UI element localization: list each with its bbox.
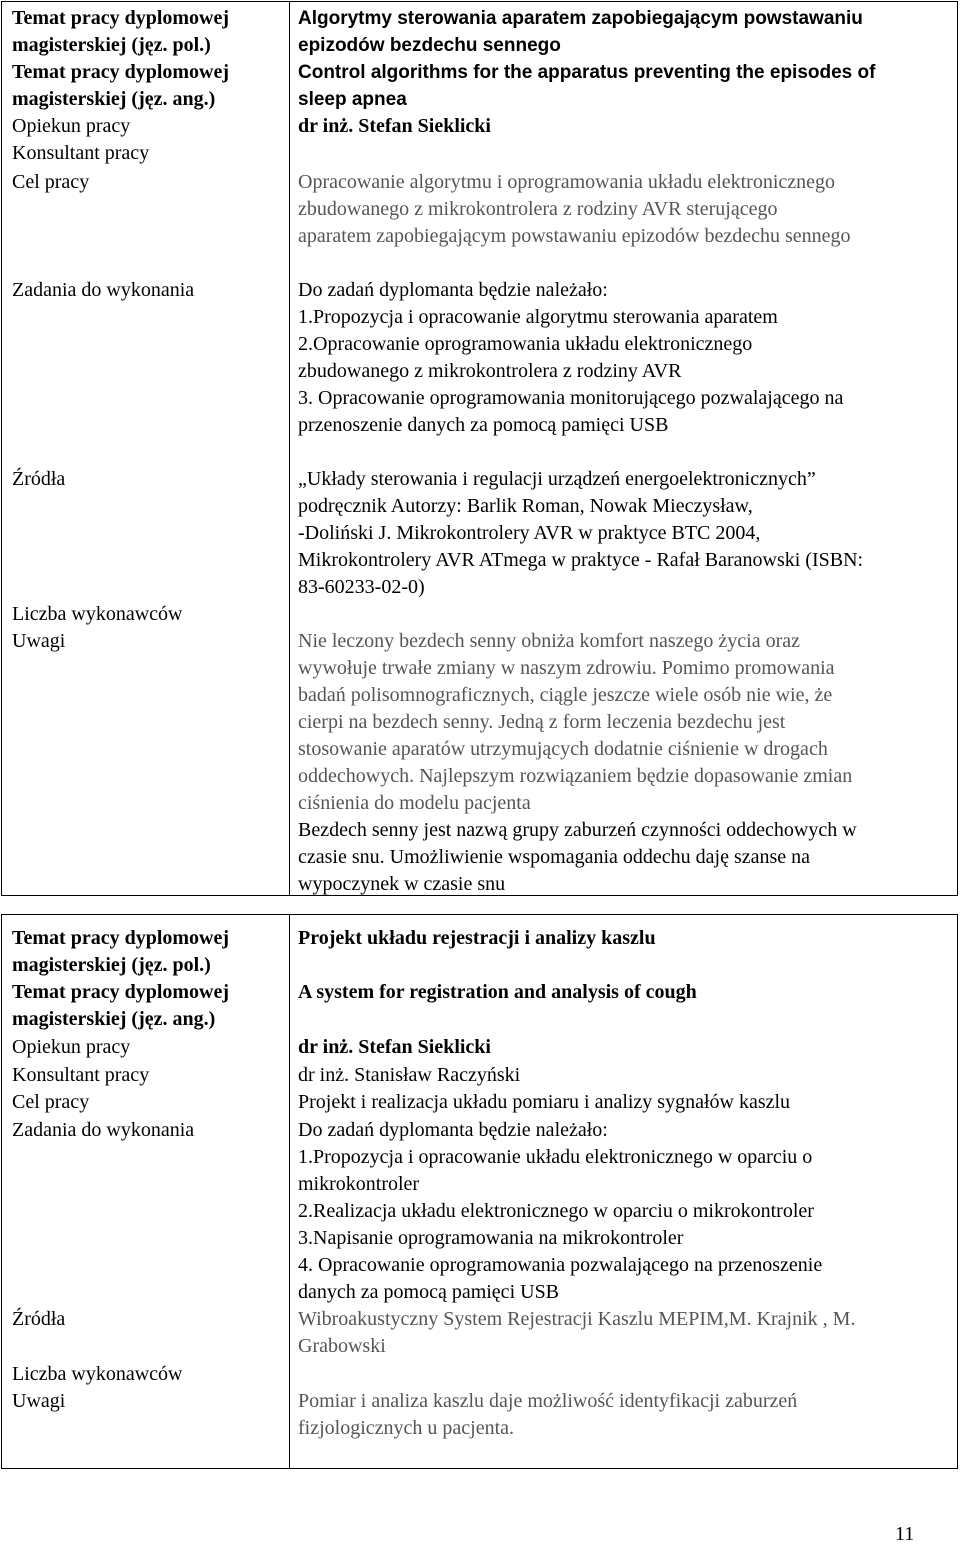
- page-number: 11: [895, 1523, 915, 1545]
- note-line: oddechowych. Najlepszym rozwiązaniem będzie dopasowanie zmian: [298, 765, 853, 787]
- label-title-pl: Temat pracy dyplomowej: [12, 7, 230, 29]
- goal: Projekt i realizacja układu pomiaru i analizy sygnałów kaszlu: [298, 1091, 791, 1113]
- source-line: Wibroakustyczny System Rejestracji Kaszlu MEPIM,M. Krajnik , M.: [298, 1308, 856, 1330]
- label-consultant: Konsultant pracy: [12, 142, 150, 164]
- note-line: stosowanie aparatów utrzymujących dodatnie ciśnienie w drogach: [298, 738, 828, 760]
- task-line: danych za pomocą pamięci USB: [298, 1281, 560, 1303]
- note-line: Bezdech senny jest nazwą grupy zaburzeń czynności oddechowych w: [298, 819, 857, 841]
- label-title-en-2: magisterskiej (jęz. ang.): [12, 1008, 216, 1030]
- task-line: mikrokontroler: [298, 1173, 420, 1195]
- source-line: Grabowski: [298, 1335, 386, 1357]
- thesis-table-2: [1, 914, 958, 1469]
- note-line: fizjologicznych u pacjenta.: [298, 1417, 515, 1439]
- supervisor: dr inż. Stefan Sieklicki: [298, 115, 491, 137]
- task-line: zbudowanego z mikrokontrolera z rodziny AVR: [298, 360, 682, 382]
- source-line: -Doliński J. Mikrokontrolery AVR w praktyce BTC 2004,: [298, 522, 761, 544]
- label-notes: Uwagi: [12, 1390, 66, 1412]
- task-line: przenoszenie danych za pomocą pamięci USB: [298, 414, 669, 436]
- label-count: Liczba wykonawców: [12, 603, 183, 625]
- supervisor: dr inż. Stefan Sieklicki: [298, 1036, 491, 1058]
- title-en-2: sleep apnea: [298, 89, 407, 110]
- title-en: Control algorithms for the apparatus preventing the episodes of: [298, 62, 876, 83]
- label-title-pl-2: magisterskiej (jęz. pol.): [12, 954, 211, 976]
- label-title-pl: Temat pracy dyplomowej: [12, 927, 230, 949]
- title-en: A system for registration and analysis of cough: [298, 981, 697, 1003]
- task-line: Do zadań dyplomanta będzie należało:: [298, 1119, 608, 1141]
- source-line: Mikrokontrolery AVR ATmega w praktyce - Rafał Baranowski (ISBN:: [298, 549, 864, 571]
- label-tasks: Zadania do wykonania: [12, 1119, 195, 1141]
- note-line: wypoczynek w czasie snu: [298, 873, 506, 895]
- note-line: ciśnienia do modelu pacjenta: [298, 792, 531, 814]
- goal-line: aparatem zapobiegającym powstawaniu epizodów bezdechu sennego: [298, 225, 851, 247]
- label-count: Liczba wykonawców: [12, 1363, 183, 1385]
- thesis-table-1: [1, 1, 958, 896]
- task-line: 1.Propozycja i opracowanie algorytmu sterowania aparatem: [298, 306, 778, 328]
- task-line: 3. Opracowanie oprogramowania monitorującego pozwalającego na: [298, 387, 844, 409]
- label-sources: Źródła: [12, 468, 66, 490]
- label-title-en: Temat pracy dyplomowej: [12, 981, 230, 1003]
- source-line: 83-60233-02-0): [298, 576, 425, 598]
- source-line: „Układy sterowania i regulacji urządzeń energoelektronicznych”: [298, 468, 816, 490]
- label-sources: Źródła: [12, 1308, 66, 1330]
- title-pl-2: epizodów bezdechu sennego: [298, 35, 561, 56]
- title-pl: Projekt układu rejestracji i analizy kaszlu: [298, 927, 656, 949]
- note-line: Nie leczony bezdech senny obniża komfort naszego życia oraz: [298, 630, 800, 652]
- label-title-pl-2: magisterskiej (jęz. pol.): [12, 34, 211, 56]
- task-line: 2.Opracowanie oprogramowania układu elektronicznego: [298, 333, 753, 355]
- label-notes: Uwagi: [12, 630, 66, 652]
- source-line: podręcznik Autorzy: Barlik Roman, Nowak Mieczysław,: [298, 495, 753, 517]
- label-goal: Cel pracy: [12, 1091, 90, 1113]
- goal-line: zbudowanego z mikrokontrolera z rodziny AVR sterującego: [298, 198, 778, 220]
- note-line: badań polisomnograficznych, ciągle jeszcze wiele osób nie wie, że: [298, 684, 833, 706]
- label-goal: Cel pracy: [12, 171, 90, 193]
- label-title-en: Temat pracy dyplomowej: [12, 61, 230, 83]
- note-line: wywołuje trwałe zmiany w naszym zdrowiu. Pomimo promowania: [298, 657, 835, 679]
- consultant: dr inż. Stanisław Raczyński: [298, 1064, 521, 1086]
- label-supervisor: Opiekun pracy: [12, 1036, 131, 1058]
- label-title-en-2: magisterskiej (jęz. ang.): [12, 88, 216, 110]
- task-line: 3.Napisanie oprogramowania na mikrokontroler: [298, 1227, 684, 1249]
- note-line: cierpi na bezdech senny. Jedną z form leczenia bezdechu jest: [298, 711, 786, 733]
- task-line: 2.Realizacja układu elektronicznego w oparciu o mikrokontroler: [298, 1200, 814, 1222]
- label-tasks: Zadania do wykonania: [12, 279, 195, 301]
- note-line: Pomiar i analiza kaszlu daje możliwość identyfikacji zaburzeń: [298, 1390, 798, 1412]
- label-supervisor: Opiekun pracy: [12, 115, 131, 137]
- task-line: 1.Propozycja i opracowanie układu elektronicznego w oparciu o: [298, 1146, 813, 1168]
- label-consultant: Konsultant pracy: [12, 1064, 150, 1086]
- task-line: 4. Opracowanie oprogramowania pozwalającego na przenoszenie: [298, 1254, 823, 1276]
- goal-line: Opracowanie algorytmu i oprogramowania układu elektronicznego: [298, 171, 836, 193]
- title-pl: Algorytmy sterowania aparatem zapobiegającym powstawaniu: [298, 8, 863, 29]
- note-line: czasie snu. Umożliwienie wspomagania oddechu daję szanse na: [298, 846, 811, 868]
- task-line: Do zadań dyplomanta będzie należało:: [298, 279, 608, 301]
